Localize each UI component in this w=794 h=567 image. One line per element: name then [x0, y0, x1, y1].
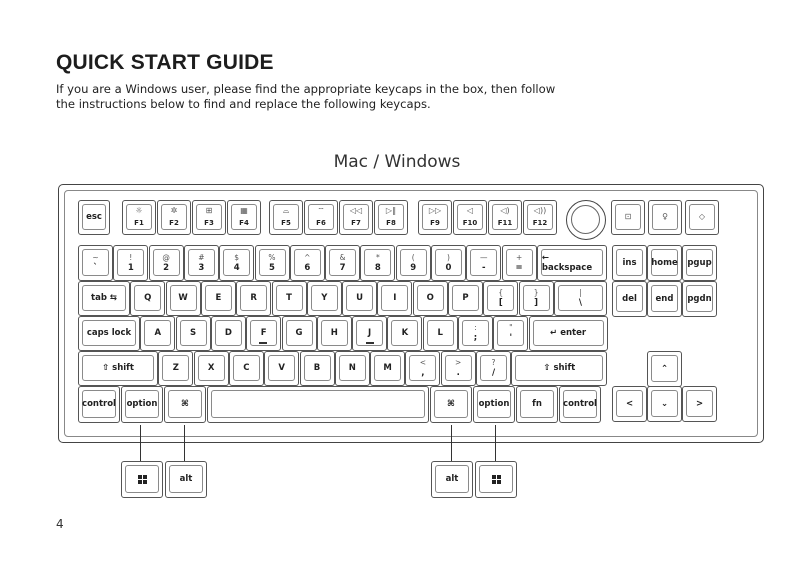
key-9-top-legend: (	[411, 252, 415, 262]
key-backspace-legend: ← backspace	[541, 252, 593, 273]
key-f5	[269, 200, 303, 235]
windows-icon	[492, 475, 501, 484]
key-4-top-legend: $	[234, 252, 240, 262]
key-rcommand	[430, 386, 472, 423]
key-left	[612, 386, 647, 422]
replacement-key-alt-right	[431, 461, 473, 498]
replacement-key-label: alt	[445, 474, 459, 484]
key-roption-legend: option	[478, 399, 510, 409]
key-7	[325, 245, 360, 281]
key-down-legend: ⌄	[660, 398, 669, 409]
layout-subtitle: Mac / Windows	[333, 152, 461, 172]
key-f-legend: F	[260, 328, 267, 338]
key-w	[166, 281, 201, 316]
key-6-top-legend: ^	[304, 252, 311, 262]
key-k-legend: K	[401, 328, 409, 338]
key-f4	[227, 200, 261, 235]
key-ins	[612, 245, 647, 281]
key-l	[423, 316, 458, 351]
key-3	[184, 245, 219, 281]
key-z	[158, 351, 193, 386]
arrow-4	[495, 425, 496, 465]
key-7-top-legend: &	[339, 252, 346, 262]
key-f4-top-legend: ▦	[240, 206, 248, 215]
key-capslock	[78, 316, 140, 351]
key-d	[211, 316, 246, 351]
key-c	[229, 351, 264, 386]
key-6	[290, 245, 325, 281]
key-f2-legend: F2	[169, 219, 179, 227]
key-v	[264, 351, 299, 386]
key-m	[370, 351, 405, 386]
key-j-legend: J	[368, 328, 372, 338]
key-minus	[466, 245, 501, 281]
intro-line-1: If you are a Windows user, please find the appropriate keycaps in the box, then follow	[56, 82, 556, 96]
key-b-legend: B	[313, 363, 321, 373]
key-z-legend: Z	[172, 363, 179, 373]
key-s	[176, 316, 211, 351]
key-o	[413, 281, 448, 316]
key-j	[352, 316, 387, 351]
key-4-legend: 4	[233, 262, 240, 273]
key-2-top-legend: @	[162, 252, 170, 262]
key-equal	[502, 245, 537, 281]
key-grave	[78, 245, 113, 281]
key-equal-legend: =	[515, 262, 523, 273]
key-semicolon-legend: ;	[473, 333, 478, 343]
key-rbracket-top-legend: }	[533, 288, 539, 297]
key-lcommand-legend: ⌘	[181, 399, 189, 409]
key-e-legend: E	[215, 293, 222, 303]
key-lbracket-top-legend: {	[498, 288, 504, 297]
key-capslock-legend: caps lock	[86, 328, 132, 338]
key-lcontrol	[78, 386, 120, 423]
key-slash-legend: /	[491, 368, 496, 378]
key-home-legend: home	[651, 257, 678, 268]
key-up	[647, 351, 682, 387]
key-f11-top-legend: ◁)	[500, 206, 510, 215]
key-f1-legend: F1	[134, 219, 144, 227]
key-i-legend: I	[393, 293, 397, 303]
key-siri-top-legend: ♀	[662, 212, 668, 221]
key-rbracket-legend: ]	[534, 298, 539, 308]
key-f8-legend: F8	[386, 219, 396, 227]
key-8-top-legend: *	[376, 252, 380, 262]
key-p-legend: P	[462, 293, 469, 303]
key-period-top-legend: >	[455, 358, 462, 367]
key-7-legend: 7	[339, 262, 346, 273]
key-backslash-top-legend: |	[579, 288, 582, 297]
key-h	[317, 316, 352, 351]
key-right-legend: >	[695, 398, 704, 409]
key-backslash-legend: \	[578, 298, 582, 308]
key-loption	[121, 386, 163, 423]
key-a-legend: A	[154, 328, 162, 338]
key-pgdn-legend: pgdn	[687, 293, 712, 304]
key-f	[246, 316, 281, 351]
key-f8	[374, 200, 408, 235]
key-f10-top-legend: ◁	[466, 206, 474, 215]
key-rcommand-legend: ⌘	[447, 399, 455, 409]
key-f11	[488, 200, 522, 235]
key-w-legend: W	[178, 293, 188, 303]
key-loption-legend: option	[126, 399, 158, 409]
key-i	[377, 281, 412, 316]
key-rshift	[511, 351, 607, 386]
key-n	[335, 351, 370, 386]
key-ins-legend: ins	[622, 257, 637, 268]
key-1-top-legend: !	[129, 252, 133, 262]
key-f3-top-legend: ⊞	[205, 206, 213, 215]
key-2	[149, 245, 184, 281]
key-c-legend: C	[243, 363, 250, 373]
key-backslash	[554, 281, 607, 316]
key-4	[219, 245, 254, 281]
key-rbracket	[519, 281, 554, 316]
key-space	[207, 386, 429, 423]
key-f7	[339, 200, 373, 235]
key-del	[612, 281, 647, 317]
key-u	[342, 281, 377, 316]
key-f9-legend: F9	[430, 219, 440, 227]
key-left-legend: <	[625, 398, 634, 409]
key-5-top-legend: %	[268, 252, 276, 262]
key-rcontrol	[559, 386, 601, 423]
key-s-legend: S	[190, 328, 197, 338]
key-pgup-legend: pgup	[687, 257, 712, 268]
key-u-legend: U	[356, 293, 364, 303]
key-snapshot-top-legend: ⊡	[624, 212, 632, 221]
key-f12-legend: F12	[532, 219, 548, 227]
key-d-legend: D	[224, 328, 232, 338]
key-f3	[192, 200, 226, 235]
key-down	[647, 386, 682, 422]
key-backspace	[537, 245, 607, 281]
key-f6-top-legend: ⌔	[317, 206, 325, 215]
key-q-legend: Q	[144, 293, 152, 303]
key-comma	[405, 351, 440, 386]
key-f9-top-legend: ▷▷	[428, 206, 442, 215]
key-tab	[78, 281, 130, 316]
key-b	[300, 351, 335, 386]
replacement-key-win-right	[475, 461, 517, 498]
key-t-legend: T	[286, 293, 292, 303]
key-end	[647, 281, 682, 317]
key-enter	[529, 316, 608, 351]
j-key-bump	[366, 342, 374, 344]
key-f6	[304, 200, 338, 235]
key-f3-legend: F3	[204, 219, 214, 227]
key-0-legend: 0	[445, 262, 452, 273]
key-x	[194, 351, 229, 386]
key-f1	[122, 200, 156, 235]
key-tab-legend: tab ⇆	[91, 293, 117, 303]
key-slash-top-legend: ?	[491, 358, 496, 367]
key-5-legend: 5	[269, 262, 275, 273]
key-pgdn	[682, 281, 717, 317]
key-f5-top-legend: ⌓	[282, 206, 290, 215]
key-comma-legend: ,	[421, 368, 425, 378]
key-r-legend: R	[250, 293, 257, 303]
key-g	[282, 316, 317, 351]
key-1	[113, 245, 148, 281]
intro-line-2: the instructions below to find and replace the following keycaps.	[56, 97, 431, 111]
arrow-1	[140, 425, 141, 465]
key-pgup	[682, 245, 717, 281]
key-6-legend: 6	[304, 262, 311, 273]
key-quote-legend: '	[509, 333, 513, 343]
key-1-legend: 1	[127, 262, 134, 273]
key-home	[647, 245, 682, 281]
key-semicolon	[458, 316, 493, 351]
key-enter-legend: ↵ enter	[550, 328, 587, 338]
key-lcommand	[164, 386, 206, 423]
key-f6-legend: F6	[316, 219, 326, 227]
key-lcontrol-legend: control	[82, 399, 116, 409]
key-comma-top-legend: <	[419, 358, 427, 367]
key-x-legend: X	[207, 363, 215, 373]
key-y	[307, 281, 342, 316]
key-l-legend: L	[437, 328, 443, 338]
key-f10	[453, 200, 487, 235]
key-3-top-legend: #	[198, 252, 205, 262]
key-f12-top-legend: ◁))	[533, 206, 547, 215]
key-o-legend: O	[426, 293, 434, 303]
key-lshift	[78, 351, 158, 386]
key-equal-top-legend: +	[515, 252, 523, 262]
key-f4-legend: F4	[239, 219, 249, 227]
key-9	[396, 245, 431, 281]
key-f11-legend: F11	[497, 219, 513, 227]
key-r	[236, 281, 271, 316]
f-key-bump	[259, 342, 267, 344]
key-slash	[476, 351, 511, 386]
key-lbracket	[483, 281, 518, 316]
rotary-knob	[566, 200, 606, 240]
key-a	[140, 316, 175, 351]
key-rshift-legend: ⇧ shift	[543, 363, 576, 373]
key-t	[272, 281, 307, 316]
key-m-legend: M	[383, 363, 392, 373]
key-right	[682, 386, 717, 422]
page-title: QUICK START GUIDE	[56, 51, 274, 74]
key-period-legend: .	[456, 368, 460, 378]
key-9-legend: 9	[410, 262, 417, 273]
key-e	[201, 281, 236, 316]
key-k	[387, 316, 422, 351]
key-f5-legend: F5	[281, 219, 291, 227]
key-h-legend: H	[330, 328, 338, 338]
key-n-legend: N	[348, 363, 356, 373]
key-esc-legend: esc	[86, 212, 102, 222]
page-number: 4	[56, 517, 64, 531]
key-f9	[418, 200, 452, 235]
arrow-2	[184, 425, 185, 465]
key-quote	[493, 316, 528, 351]
key-8	[360, 245, 395, 281]
key-fn-legend: fn	[532, 399, 542, 409]
key-fn	[516, 386, 558, 423]
key-3-legend: 3	[198, 262, 205, 273]
key-f1-top-legend: ☼	[135, 206, 143, 215]
key-light-top-legend: ◇	[698, 212, 706, 221]
key-siri	[648, 200, 682, 235]
key-minus-legend: -	[482, 262, 486, 273]
key-end-legend: end	[655, 293, 674, 304]
key-y-legend: Y	[321, 293, 328, 303]
key-light	[685, 200, 719, 235]
replacement-key-alt-left	[165, 461, 207, 498]
key-esc	[78, 200, 110, 235]
replacement-key-label: alt	[179, 474, 193, 484]
key-2-legend: 2	[163, 262, 170, 273]
key-f7-legend: F7	[351, 219, 361, 227]
key-semicolon-top-legend: :	[474, 323, 477, 332]
key-v-legend: V	[278, 363, 285, 373]
key-f12	[523, 200, 557, 235]
windows-icon	[138, 475, 147, 484]
key-minus-top-legend: —	[480, 252, 488, 262]
key-g-legend: G	[295, 328, 303, 338]
key-grave-legend: `	[93, 262, 98, 273]
replacement-key-win-left	[121, 461, 163, 498]
key-lbracket-legend: [	[498, 298, 503, 308]
key-rcontrol-legend: control	[563, 399, 597, 409]
key-roption	[473, 386, 515, 423]
key-up-legend: ⌃	[660, 363, 669, 374]
key-period	[441, 351, 476, 386]
key-5	[255, 245, 290, 281]
key-f2	[157, 200, 191, 235]
key-f8-top-legend: ▷‖	[385, 206, 397, 215]
key-8-legend: 8	[374, 262, 381, 273]
key-f7-top-legend: ◁◁	[349, 206, 363, 215]
arrow-3	[451, 425, 452, 465]
key-del-legend: del	[622, 293, 637, 304]
intro-text	[56, 82, 616, 112]
key-0-top-legend: )	[447, 252, 450, 262]
key-quote-top-legend: "	[509, 323, 513, 332]
key-snapshot	[611, 200, 645, 235]
key-p	[448, 281, 483, 316]
key-0	[431, 245, 466, 281]
key-q	[130, 281, 165, 316]
key-grave-top-legend: ~	[92, 252, 99, 262]
key-f10-legend: F10	[462, 219, 478, 227]
key-f2-top-legend: ✲	[170, 206, 178, 215]
key-lshift-legend: ⇧ shift	[102, 363, 134, 373]
